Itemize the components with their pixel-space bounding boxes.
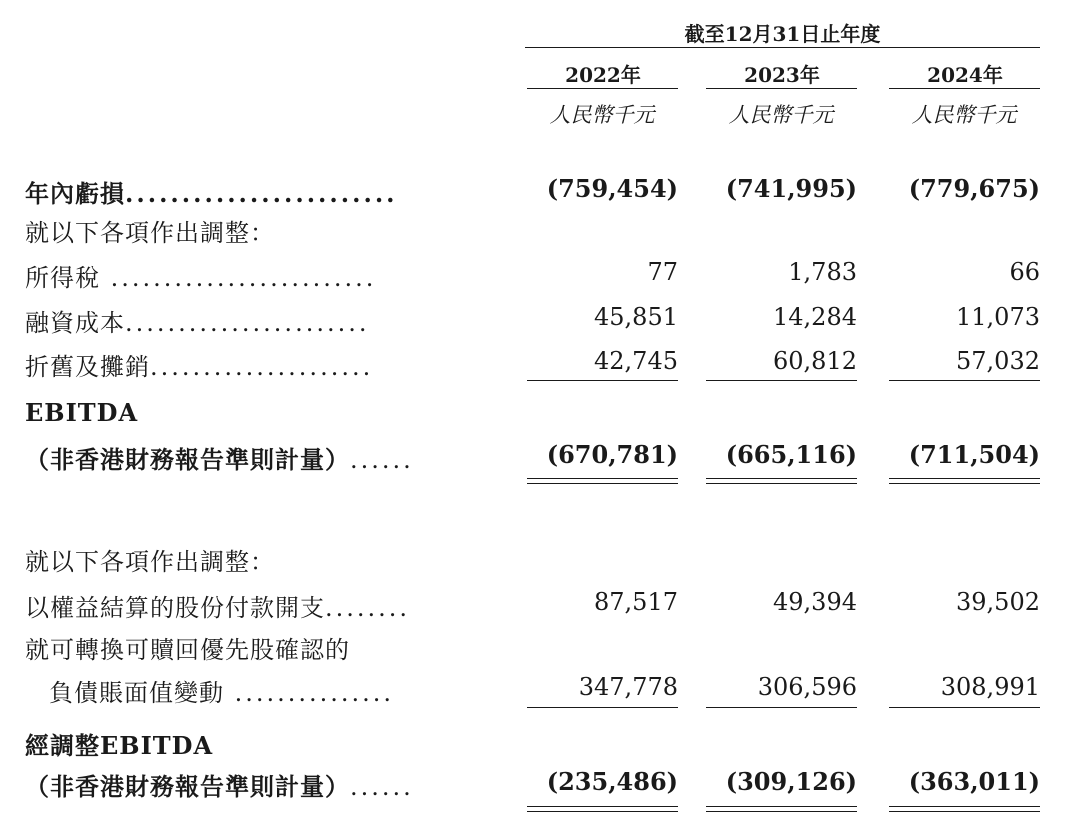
adjusted-double-line-2024-b <box>889 811 1040 812</box>
row-liability-change-2024: 308,991 <box>940 673 1040 701</box>
year-2022-heading: 2022年 <box>565 63 641 87</box>
year-2024-underline <box>889 88 1040 89</box>
row-tax-label: 所得稅 ......................... <box>25 264 377 292</box>
row-adjust-heading-2: 就以下各項作出調整： <box>25 548 275 576</box>
ebitda-double-line-2024-b <box>889 483 1040 484</box>
subtotal-line-2-2024 <box>889 707 1040 708</box>
row-liability-change-2023: 306,596 <box>757 673 857 701</box>
row-tax-2023: 1,783 <box>788 258 857 286</box>
subtotal-line-2022 <box>527 380 678 381</box>
row-depreciation-2022: 42,745 <box>594 347 678 375</box>
row-loss-2022: (759,454) <box>546 174 678 203</box>
ebitda-double-line-2022-b <box>527 483 678 484</box>
row-ebitda-heading: EBITDA <box>25 398 139 427</box>
subtotal-line-2024 <box>889 380 1040 381</box>
year-2024-heading: 2024年 <box>927 63 1003 87</box>
row-adjusted-ebitda-label: （非香港財務報告準則計量）...... <box>25 772 414 801</box>
ebitda-double-line-2023-a <box>706 478 857 479</box>
row-liability-change-label: 負債賬面值變動 ............... <box>49 679 395 707</box>
row-share-payment-2022: 87,517 <box>594 588 678 616</box>
row-adjusted-ebitda-2023: (309,126) <box>725 767 857 796</box>
ebitda-double-line-2023-b <box>706 483 857 484</box>
adjusted-double-line-2022-a <box>527 806 678 807</box>
row-ebitda-2023: (665,116) <box>725 440 857 469</box>
row-finance-cost-2022: 45,851 <box>594 303 678 331</box>
row-loss-2024: (779,675) <box>908 174 1040 203</box>
adjusted-double-line-2023-a <box>706 806 857 807</box>
subtotal-line-2-2023 <box>706 707 857 708</box>
row-liability-change-2022: 347,778 <box>578 673 678 701</box>
row-depreciation-2024: 57,032 <box>956 347 1040 375</box>
year-2022-underline <box>527 88 678 89</box>
row-preferred-shares-heading: 就可轉換可贖回優先股確認的 <box>25 636 350 664</box>
row-depreciation-label: 折舊及攤銷..................... <box>25 353 374 381</box>
adjusted-double-line-2022-b <box>527 811 678 812</box>
unit-2022: 人民幣千元 <box>549 103 655 127</box>
period-heading: 截至12月31日止年度 <box>684 22 881 46</box>
unit-2024: 人民幣千元 <box>911 103 1017 127</box>
row-adjusted-ebitda-2022: (235,486) <box>546 767 678 796</box>
adjusted-double-line-2023-b <box>706 811 857 812</box>
row-tax-2024: 66 <box>1009 258 1040 286</box>
row-share-payment-2024: 39,502 <box>956 588 1040 616</box>
row-share-payment-2023: 49,394 <box>773 588 857 616</box>
row-adjusted-ebitda-2024: (363,011) <box>908 767 1040 796</box>
period-underline <box>525 47 1040 48</box>
year-2023-heading: 2023年 <box>744 63 820 87</box>
subtotal-line-2-2022 <box>527 707 678 708</box>
row-finance-cost-2024: 11,073 <box>956 303 1040 331</box>
row-depreciation-2023: 60,812 <box>773 347 857 375</box>
row-share-payment-label: 以權益結算的股份付款開支........ <box>25 594 411 622</box>
row-adjusted-ebitda-heading: 經調整EBITDA <box>25 731 214 760</box>
unit-2023: 人民幣千元 <box>728 103 834 127</box>
row-finance-cost-label: 融資成本....................... <box>25 309 370 337</box>
row-finance-cost-2023: 14,284 <box>773 303 857 331</box>
row-ebitda-2022: (670,781) <box>546 440 678 469</box>
row-ebitda-label: （非香港財務報告準則計量）...... <box>25 445 414 474</box>
adjusted-double-line-2024-a <box>889 806 1040 807</box>
row-tax-2022: 77 <box>647 258 678 286</box>
ebitda-double-line-2024-a <box>889 478 1040 479</box>
ebitda-double-line-2022-a <box>527 478 678 479</box>
row-loss-label: 年內虧損........................ <box>25 179 398 208</box>
year-2023-underline <box>706 88 857 89</box>
subtotal-line-2023 <box>706 380 857 381</box>
row-ebitda-2024: (711,504) <box>908 440 1040 469</box>
row-loss-2023: (741,995) <box>725 174 857 203</box>
row-adjust-heading-1: 就以下各項作出調整： <box>25 219 275 247</box>
